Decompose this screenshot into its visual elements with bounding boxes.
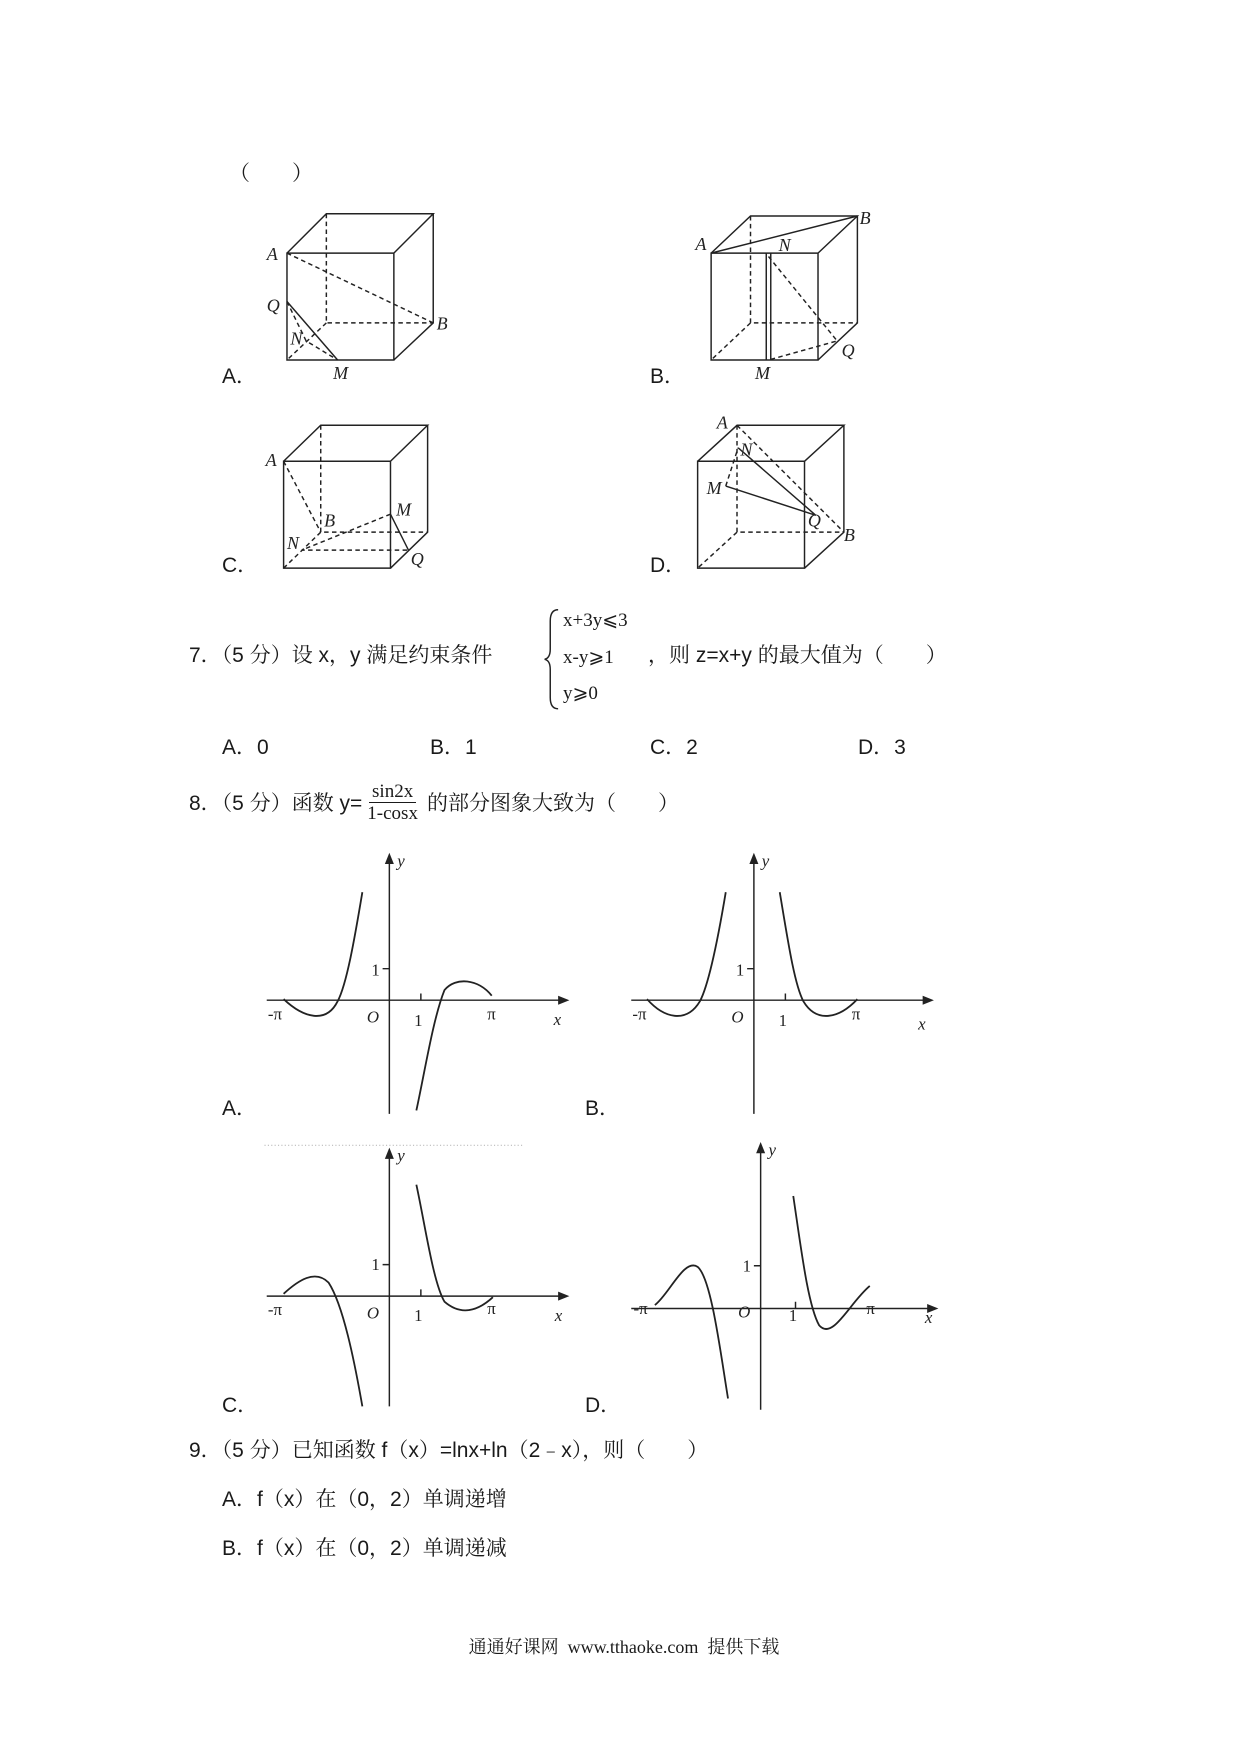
q6-option-b-label[interactable]: B． — [650, 365, 686, 388]
curve-left-branch — [655, 1265, 728, 1398]
x-axis-label: x — [918, 1014, 926, 1034]
y-axis-label: y — [761, 851, 770, 871]
graph-figure-c — [264, 1145, 569, 1406]
graph-figure-b — [631, 851, 934, 1114]
pi-label: π — [487, 1004, 496, 1024]
vertex-label-q: Q — [841, 340, 855, 361]
q7-stem-prefix: 7．（5 分）设 x，y 满足约束条件 — [189, 644, 493, 667]
vertex-label-a: A — [265, 449, 277, 470]
neg-pi-label: -π — [267, 1300, 282, 1320]
vertex-label-a: A — [716, 412, 728, 433]
axis-ticks — [747, 969, 785, 1001]
q9-option-a[interactable]: A．f（x）在（0，2）单调递增 — [222, 1488, 507, 1511]
x-tick-label: 1 — [414, 1011, 423, 1031]
segments-nq-mq — [769, 257, 838, 361]
vertex-label-m: M — [396, 499, 412, 520]
graph-figure-d — [631, 1140, 938, 1409]
curve-left-branch — [284, 892, 363, 1016]
y-axis-label: y — [397, 851, 405, 871]
y-tick-label: 1 — [735, 960, 745, 980]
q8-option-d-label[interactable]: D． — [585, 1394, 622, 1417]
y-axis-label: y — [768, 1140, 776, 1160]
vertex-label-b: B — [859, 207, 871, 228]
vertex-label-b: B — [843, 525, 855, 546]
q7-option-c[interactable]: C．2 — [650, 736, 698, 759]
x-axis-arrow — [923, 996, 934, 1005]
q9-option-b[interactable]: B．f（x）在（0，2）单调递减 — [222, 1537, 507, 1560]
vertex-label-n: N — [290, 328, 303, 349]
neg-pi-label: -π — [632, 1004, 647, 1024]
q8-option-b-label[interactable]: B． — [585, 1097, 621, 1120]
q7-option-a[interactable]: A．0 — [222, 736, 269, 759]
curve-left-branch — [647, 892, 726, 1016]
q8-stem-suffix: 的部分图象大致为（ ） — [426, 792, 679, 815]
vertex-label-a: A — [695, 233, 707, 254]
x-axis-arrow — [558, 1292, 569, 1301]
segments-nq-mq — [726, 448, 816, 516]
neg-pi-label: -π — [633, 1299, 648, 1319]
cube-figure-c — [265, 425, 428, 569]
q8-numerator: sin2x — [369, 781, 416, 803]
line-ab — [284, 461, 321, 532]
graph-figure-a — [267, 851, 570, 1114]
q7-constraint-2: x-y⩾1 — [563, 647, 614, 668]
origin-label: O — [731, 1007, 744, 1027]
vertex-label-n: N — [740, 439, 753, 460]
line-ab — [737, 425, 844, 532]
q7-option-b[interactable]: B．1 — [430, 736, 477, 759]
pi-label: π — [851, 1004, 861, 1024]
q8-stem — [189, 779, 679, 825]
segment-nm — [766, 253, 771, 360]
axis-ticks — [383, 969, 421, 1001]
y-tick-label: 1 — [371, 1255, 380, 1275]
q8-option-c-label[interactable]: C． — [222, 1394, 259, 1417]
curve-right-branch — [416, 1185, 493, 1311]
y-axis-arrow — [385, 1148, 394, 1159]
origin-label: O — [366, 1303, 380, 1323]
x-axis-label: x — [554, 1305, 563, 1325]
vertex-label-m: M — [706, 477, 722, 498]
x-tick-label: 1 — [778, 1011, 788, 1031]
q8-fraction — [364, 781, 421, 824]
y-axis-arrow — [385, 853, 394, 864]
q6-option-a-label[interactable]: A． — [222, 365, 258, 388]
y-axis-label: y — [397, 1146, 405, 1166]
vertex-label-n: N — [778, 234, 791, 255]
vertex-label-q: Q — [807, 510, 821, 531]
q7-stem-suffix: ，则 z=x+y 的最大值为（ ） — [648, 644, 947, 667]
origin-label: O — [738, 1302, 751, 1322]
q7-constraint-1: x+3y⩽3 — [563, 610, 628, 631]
pi-label: π — [487, 1299, 496, 1319]
axis-ticks — [383, 1265, 421, 1297]
constraint-brace — [545, 610, 559, 709]
q8-denominator: 1-cosx — [367, 802, 418, 824]
curve-right-branch — [780, 892, 858, 1016]
y-tick-label: 1 — [371, 960, 380, 980]
vertex-label-q: Q — [266, 295, 280, 316]
origin-label: O — [366, 1007, 380, 1027]
q8-option-a-label[interactable]: A． — [222, 1097, 258, 1120]
vertex-label-m: M — [755, 363, 771, 384]
x-tick-label: 1 — [414, 1305, 423, 1325]
vertex-label-m: M — [333, 363, 349, 384]
neg-pi-label: -π — [267, 1004, 282, 1024]
x-axis-label: x — [924, 1308, 933, 1328]
vertex-label-b: B — [436, 313, 448, 334]
q7-constraint-3: y⩾0 — [563, 683, 598, 704]
q7-option-d[interactable]: D．3 — [858, 736, 906, 759]
q6-option-c-label[interactable]: C． — [222, 554, 259, 577]
q9-stem: 9．（5 分）已知函数 f（x）=lnx+ln（2﹣x），则（ ） — [189, 1439, 709, 1462]
x-axis-label: x — [553, 1009, 562, 1029]
q8-stem-prefix: 8．（5 分）函数 y= — [189, 792, 363, 815]
cube-figure-b — [694, 208, 870, 383]
x-axis-arrow — [558, 996, 569, 1005]
vertex-label-b: B — [324, 510, 336, 531]
x-tick-label: 1 — [788, 1305, 798, 1325]
cube-figure-d — [698, 413, 855, 569]
y-axis-arrow — [749, 853, 758, 864]
q6-option-d-label[interactable]: D． — [650, 554, 687, 577]
cube-figure-a — [266, 214, 448, 383]
vertex-label-n: N — [286, 533, 299, 554]
q6-answer-paren: （ ） — [229, 162, 313, 185]
vertex-label-a: A — [266, 243, 278, 264]
line-ab — [287, 253, 433, 323]
pi-label: π — [866, 1299, 875, 1319]
page-footer: 通通好课网 www.tthaoke.com 提供下载 — [468, 1637, 780, 1657]
y-tick-label: 1 — [742, 1256, 752, 1276]
cube-visible-edges — [287, 214, 433, 360]
vertex-label-q: Q — [410, 548, 424, 569]
y-axis-arrow — [756, 1142, 765, 1153]
